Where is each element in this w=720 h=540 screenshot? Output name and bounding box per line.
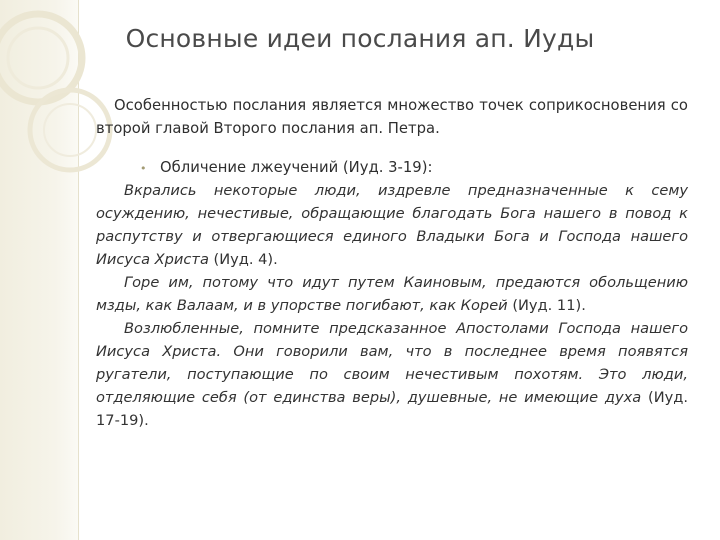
quote-text: Горе им, потому что идут путем Каиновым, предаются обольщению мзды, как Валаам, и в упорстве погибают, как Корей — [96, 274, 688, 314]
slide-body — [96, 94, 688, 432]
slide-title: Основные идеи послания ап. Иуды — [125, 24, 595, 53]
quote-reference: (Иуд. 17-19). — [96, 389, 688, 429]
quote-reference: (Иуд. 4). — [213, 251, 278, 268]
quote-text: Возлюбленные, помните предсказанное Апостолами Господа нашего Иисуса Христа. Они говорили вам, что в последнее время появятся ругатели, поступающие по своим нечестивым похотям. Это люди, отделяющие себя (от единства веры), душевные, не имеющие духа — [96, 320, 688, 406]
quote-paragraph — [96, 317, 688, 432]
bullet-icon: • — [140, 162, 147, 175]
quote-paragraph — [96, 271, 688, 317]
section-heading-text: Обличение лжеучений (Иуд. 3-19): — [160, 159, 433, 176]
quote-text: Вкрались некоторые люди, издревле предназначенные к сему осуждению, нечестивые, обращающие благодать Бога нашего в повод к распутству и отвергающиеся единого Владыки Бога и Господа нашего Иисуса Христа — [96, 182, 688, 268]
quote-paragraph — [96, 179, 688, 271]
section-heading — [96, 156, 688, 179]
quote-reference: (Иуд. 11). — [512, 297, 586, 314]
intro-paragraph: Особенностью послания является множество точек соприкосновения со второй главой Второго послания ап. Петра. — [96, 97, 688, 137]
